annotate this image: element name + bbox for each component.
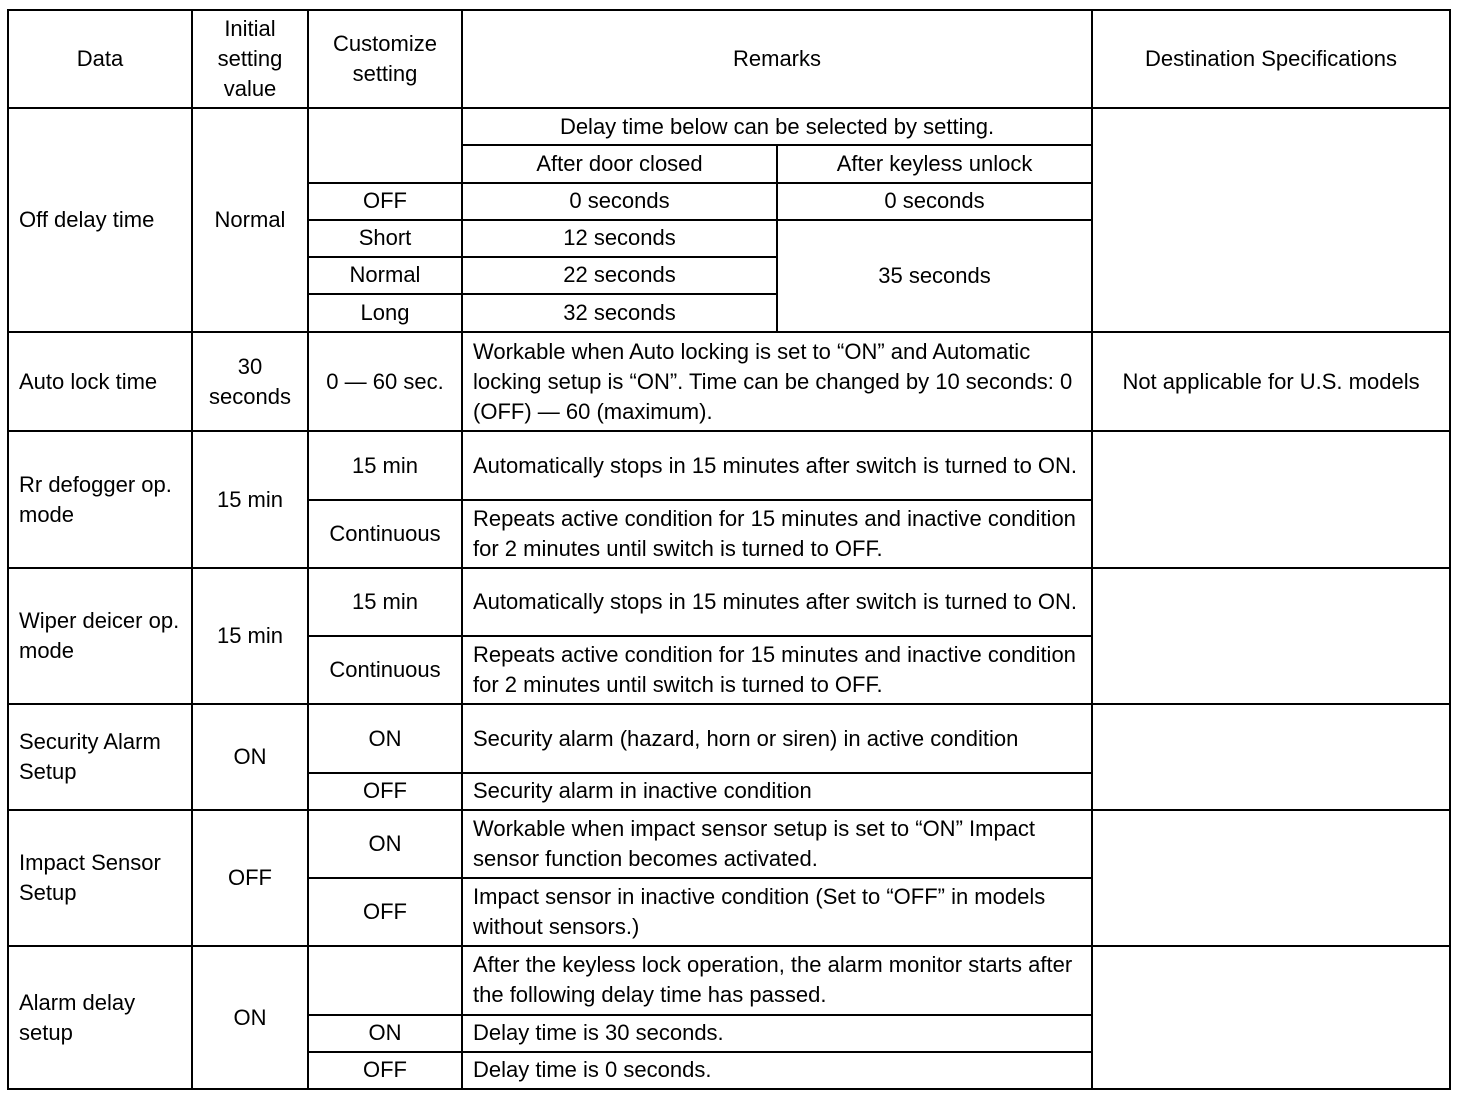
security-alarm-remark: Security alarm (hazard, horn or siren) in active condition (462, 704, 1092, 772)
header-row (8, 10, 1450, 108)
off-delay-setting-blank (308, 108, 462, 182)
header-destination: Destination Specifications (1092, 10, 1450, 108)
off-delay-destination (1092, 108, 1450, 332)
off-delay-col-keyless: After keyless unlock (777, 145, 1092, 182)
off-delay-setting: OFF (308, 183, 462, 220)
alarm-delay-intro: After the keyless lock operation, the alarm monitor starts after the following delay time has passed. (462, 946, 1092, 1014)
off-delay-door-value: 12 seconds (462, 220, 777, 257)
security-alarm-initial: ON (192, 704, 308, 809)
security-alarm-setting: OFF (308, 773, 462, 810)
alarm-delay-initial: ON (192, 946, 308, 1089)
alarm-delay-setting: OFF (308, 1052, 462, 1089)
off-delay-setting: Long (308, 294, 462, 332)
alarm-delay-destination (1092, 946, 1450, 1089)
rr-defogger-destination (1092, 431, 1450, 568)
off-delay-door-value: 32 seconds (462, 294, 777, 332)
rr-defogger-remark: Repeats active condition for 15 minutes and inactive condition for 2 minutes until switch is turned to OFF. (462, 500, 1092, 568)
auto-lock-initial: 30 seconds (192, 332, 308, 431)
table-row (8, 810, 1450, 878)
security-alarm-destination (1092, 704, 1450, 809)
wiper-deicer-remark: Repeats active condition for 15 minutes and inactive condition for 2 minutes until switch is turned to OFF. (462, 636, 1092, 704)
table-row (8, 704, 1450, 772)
auto-lock-data: Auto lock time (8, 332, 192, 431)
security-alarm-remark: Security alarm in inactive condition (462, 773, 1092, 810)
wiper-deicer-initial: 15 min (192, 568, 308, 705)
wiper-deicer-destination (1092, 568, 1450, 705)
header-customize-setting: Customize setting (308, 10, 462, 108)
off-delay-door-value: 22 seconds (462, 257, 777, 294)
rr-defogger-setting: Continuous (308, 500, 462, 568)
wiper-deicer-remark: Automatically stops in 15 minutes after switch is turned to ON. (462, 568, 1092, 636)
wiper-deicer-setting: 15 min (308, 568, 462, 636)
settings-table (7, 9, 1451, 1090)
off-delay-intro: Delay time below can be selected by setting. (462, 108, 1092, 145)
table-row (8, 332, 1450, 431)
impact-sensor-data: Impact Sensor Setup (8, 810, 192, 947)
auto-lock-remark: Workable when Auto locking is set to “ON” and Automatic locking setup is “ON”. Time can be changed by 10 seconds: 0 (OFF) — 60 (maximum). (462, 332, 1092, 431)
off-delay-initial: Normal (192, 108, 308, 332)
off-delay-keyless-value: 0 seconds (777, 183, 1092, 220)
off-delay-col-door: After door closed (462, 145, 777, 182)
alarm-delay-setting-blank (308, 946, 462, 1014)
off-delay-setting: Short (308, 220, 462, 257)
alarm-delay-remark: Delay time is 30 seconds. (462, 1015, 1092, 1052)
header-remarks: Remarks (462, 10, 1092, 108)
rr-defogger-setting: 15 min (308, 431, 462, 499)
auto-lock-destination: Not applicable for U.S. models (1092, 332, 1450, 431)
table-row (8, 568, 1450, 636)
alarm-delay-data: Alarm delay setup (8, 946, 192, 1089)
wiper-deicer-data: Wiper deicer op. mode (8, 568, 192, 705)
security-alarm-data: Security Alarm Setup (8, 704, 192, 809)
header-initial-setting: Initial setting value (192, 10, 308, 108)
wiper-deicer-setting: Continuous (308, 636, 462, 704)
impact-sensor-setting: OFF (308, 878, 462, 946)
off-delay-keyless-value: 35 seconds (777, 220, 1092, 332)
auto-lock-setting: 0 — 60 sec. (308, 332, 462, 431)
alarm-delay-setting: ON (308, 1015, 462, 1052)
off-delay-door-value: 0 seconds (462, 183, 777, 220)
alarm-delay-remark: Delay time is 0 seconds. (462, 1052, 1092, 1089)
table-row (8, 108, 1450, 145)
rr-defogger-data: Rr defogger op. mode (8, 431, 192, 568)
rr-defogger-initial: 15 min (192, 431, 308, 568)
header-data: Data (8, 10, 192, 108)
impact-sensor-initial: OFF (192, 810, 308, 947)
impact-sensor-remark: Workable when impact sensor setup is set to “ON” Impact sensor function becomes activated. (462, 810, 1092, 878)
impact-sensor-setting: ON (308, 810, 462, 878)
table-row (8, 946, 1450, 1014)
impact-sensor-remark: Impact sensor in inactive condition (Set to “OFF” in models without sensors.) (462, 878, 1092, 946)
table-row (8, 431, 1450, 499)
impact-sensor-destination (1092, 810, 1450, 947)
security-alarm-setting: ON (308, 704, 462, 772)
off-delay-data: Off delay time (8, 108, 192, 332)
off-delay-setting: Normal (308, 257, 462, 294)
rr-defogger-remark: Automatically stops in 15 minutes after switch is turned to ON. (462, 431, 1092, 499)
